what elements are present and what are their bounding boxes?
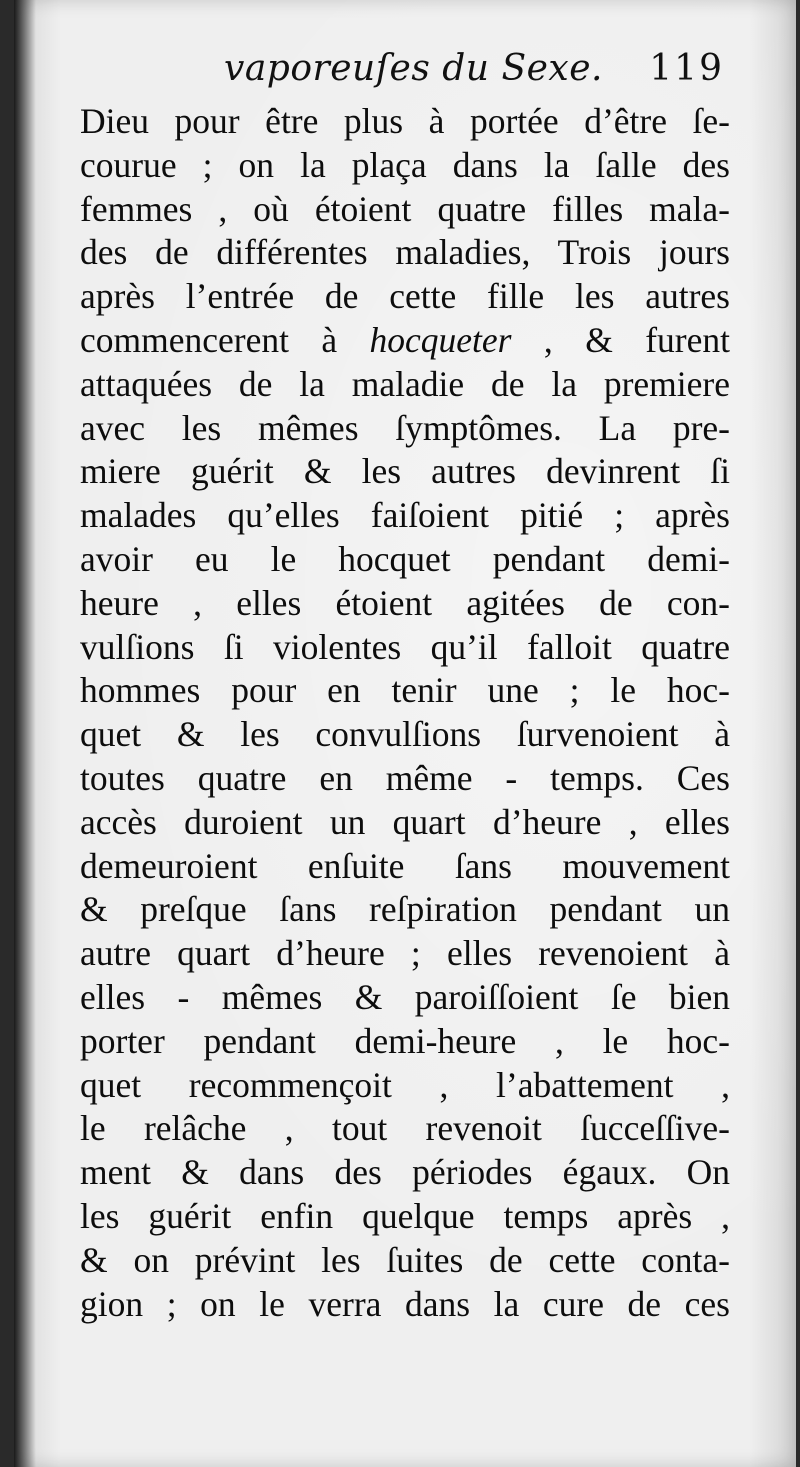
page-number: 119 [649,48,724,89]
text-line: miere guérit & les autres devinrent ſi [80,451,730,492]
text-line: des de différentes maladies, Trois jours [80,232,730,273]
text-line: après l’entrée de cette fille les autres [80,276,730,317]
text-line: avoir eu le hocquet pendant demi- [80,538,730,579]
text-line: attaquées de la maladie de la premiere [80,363,730,404]
italic-word: hocqueter [369,319,512,360]
text-line: femmes , où étoient quatre filles mala- [80,188,730,229]
text-line: accès duroient un quart d’heure , elles [80,801,730,842]
page-header [224,48,724,108]
text-line: les guérit enfin quelque temps après , [80,1195,730,1236]
text-line: le relâche , tout revenoit ſucceſſive- [80,1108,730,1149]
text-line: hommes pour en tenir une ; le hoc- [80,670,730,711]
body-text [80,100,730,1326]
text-line: malades qu’elles faiſoient pitié ; après [80,495,730,536]
text-line: quet & les convulſions ſurvenoient à [80,714,730,755]
gutter-shadow [14,0,36,1467]
text-line: vulſions ſi violentes qu’il falloit quatre [80,626,730,667]
book-page [14,0,796,1467]
text-line: & on prévint les ſuites de cette conta- [80,1239,730,1280]
text-line: & preſque ſans reſpiration pendant un [80,889,730,930]
text-line: Dieu pour être plus à portée d’être ſe- [80,101,730,141]
text-line: avec les mêmes ſymptômes. La pre- [80,407,730,448]
text-line: courue ; on la plaça dans la ſalle des [80,144,730,185]
running-head: vaporeuſes du Sexe. [224,48,603,89]
text-line: heure , elles étoient agitées de con- [80,582,730,623]
text-line: quet recommençoit , l’abattement , [80,1064,730,1105]
text-line: ment & dans des périodes égaux. On [80,1152,730,1193]
text-line: gion ; on le verra dans la cure de ces [80,1283,730,1324]
text-line: demeuroient enſuite ſans mouvement [80,845,730,886]
text-line: toutes quatre en même - temps. Ces [80,757,730,798]
text-line: elles - mêmes & paroiſſoient ſe bien [80,976,730,1017]
text-line: porter pendant demi-heure , le hoc- [80,1020,730,1061]
text-line: autre quart d’heure ; elles revenoient à [80,933,730,974]
text-line: commencerent à hocqueter , & furent [80,319,730,360]
